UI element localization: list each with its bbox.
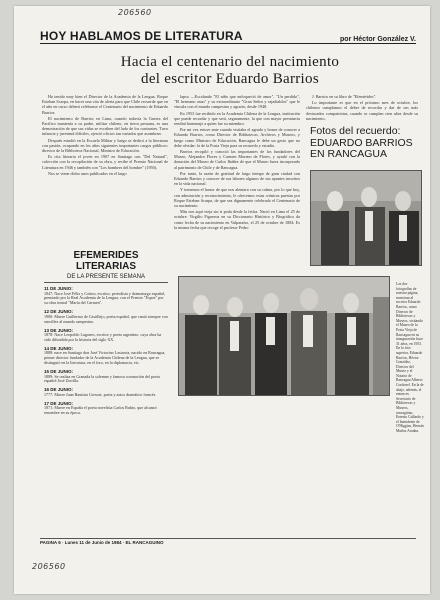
efemerides-list [44, 286, 168, 419]
byline: por Héctor González V. [340, 36, 416, 43]
list-item [44, 401, 168, 416]
photo-caption: Las dos fotografías de nuestra página, muestran al escritor Eduardo Barrios, como Director de Bibliotecas y Museos, visitando el Museo de la Posta Vieja de Rancagua en su inauguración hace 31 años, en 1953. En la foto superior, Eduardo Barrios, Héctor González, Director del Museo y el Notario de Rancagua Alberto Cordonel. En la de abajo, además, el entonces Secretario de Bibliotecas y Museos, rancagüino, Ernesto Gallardo y el Intendente de O'Higgins, Hernán Muñoz Aranha. [396, 282, 424, 433]
paragraph: Y tomemos el honor de que nos alentara con su calma, por lo que hoy, con admiración y reconocimiento, le ofrecemos estas crónicas puestas por Roque Esteban Scarpa, de que sea dignamente celebrado el Centenario de su nacimiento. [174, 187, 300, 209]
efemeride-date: 15 DE JUNIO: [44, 369, 74, 375]
article-column-left [42, 94, 168, 177]
efemerides-subtitle: DE LA PRESENTE SEMANA [44, 274, 168, 283]
efemeride-text: 1847: Nace José Félix y Cotino, escritor, periodista y dramaturgo español, premiado por la Real Academia de la Lengua, con el Premio "Espoz" por su obra teatral "María del Carmen". [44, 290, 166, 306]
list-item [44, 309, 168, 324]
efemeride-text: 1777: Muere Juan Bautista Grosset, poeta y autor dramático francés. [44, 391, 157, 397]
section-header [40, 28, 416, 44]
newspaper-clipping [14, 6, 430, 594]
paragraph: En 1953 fue recibido en la Academia Chilena de la Lengua, institución que puede recordar y que será, seguramente, la que con mayor prestancia rendirá homenaje a quien fue su miembro. [174, 110, 300, 127]
efemeride-text: 1878: Nace Leopoldo Lugones, escritor y poeta argentino, cuya obra ha sido difundida por la historia del siglo XX. [44, 332, 162, 342]
page-footer: PAGINA 6 · Lunes 11 de Junio de 1984 · EL RANCAGUINO [40, 538, 416, 545]
efemeride-date: 12 DE JUNIO: [44, 309, 74, 315]
paragraph: Por mi vez estuve ante cuando visitaba el agrado y honor de conocer a Eduardo Barrios, como Director de Bibliotecas, Archivos y Museos, y luego como Ministro de Educación, Rancagua le debe un gesto que no debe olvidar: la de la Posta Vieja para su recuerdo y estudio. [174, 127, 300, 148]
efemeride-date: 16 DE JUNIO: [44, 387, 74, 393]
efemeride-date: 11 DE JUNIO: [44, 286, 73, 291]
photo-top [310, 170, 422, 266]
paragraph: Es cita literaria el joven en 1907 en Santiago con "Del Natural", colección con la recopilación de su obra, y recibe el Premio Nacional de Literatura en 1946 y también con "Los hombres del hombre" (1950). [42, 154, 168, 170]
paragraph: Barrios recopiló y conoció las importantes de los fundadores del Museo, Alejandro Flores y Carmen Moreno de Flores, y ayudó con la donación del Museo de Carlos Ibáñez de que el Museo fuera incorporado al patrimonio de Chile y de Rancagua. [174, 149, 300, 170]
paragraph: Nos se viene dicho unos publicados en el largo [48, 170, 127, 176]
paragraph: lapso —Escalando "El niño que enloqueció de amor", "Un perdido", "El hermano asno" y su extraordinario "Gran Señor y rajadiablos" que le vincula con el mundo campesino y agrario, desde 1948. [174, 94, 300, 110]
efemerides-title [44, 250, 168, 272]
efemeride-text: 1871: Muere en España el poeta novelista Carlos Rubio, que alcanzó renombre en su época. [44, 405, 157, 416]
efemeride-text: 1889: Se realiza en Granada la solemne y famosa coronación del poeta español José Zorrilla. [44, 373, 160, 384]
headline [44, 54, 416, 88]
list-item [44, 328, 168, 343]
photo-top-image [311, 171, 422, 266]
efemeride-text: 1900: Muere Guillermo de Castillejo, poeta español, que cantó siempre con sencillez al mundo campesino. [44, 313, 168, 324]
headline-line-1: Hacia el centenario del nacimiento [120, 54, 340, 70]
paragraph: El nacimiento de Barrios en Lima, cuando todavía la Guerra del Pacífico mantenía a su padre, militar chileno, en tierra peruana, es una demostración de que sus vidas se escriben del lado de los contrastes. Tuvo infancia y juventud difíciles, ejerció oficios tan variados que asombran. [42, 115, 168, 137]
efemerides-title-line-2: LITERARIAS [76, 261, 136, 272]
section-title: HOY HABLAMOS DE LITERATURA [40, 29, 243, 43]
paragraph: Ha tenido muy bien el Director de la Academia de la Lengua, Roque Esteban Scarpa, en hacer una cita de alerta para que Chile recuerde que en el año en curso deberá celebrarse el Centenario del nacimiento de Eduardo Barrios. [42, 94, 168, 115]
headline-line-2: del escritor Eduardo Barrios [141, 71, 319, 87]
article-column-right [306, 94, 418, 122]
efemeride-date: 17 DE JUNIO: [44, 400, 74, 406]
article-column-middle [174, 94, 300, 231]
list-item [44, 346, 168, 366]
efemerides-title-line-1: EFEMERIDES [73, 250, 139, 261]
list-item [44, 387, 168, 397]
efemeride-date: 14 DE JUNIO: [44, 345, 74, 351]
photos-section-title: Fotos del recuerdo: EDUARDO BARRIOS EN RANCAGUA [310, 125, 413, 160]
handwritten-ref-top: 206560 [118, 8, 152, 17]
paragraph: J. Barrios en su libro de "Efemérides". [312, 94, 377, 99]
photo-bottom [178, 276, 390, 396]
paragraph: Después estudió en la Escuela Militar y luego se dedicó a la literatura con pasión, ocupando en los años siguientes importantes cargos públicos: director de la Biblioteca Nacional, Ministro de Educación. [42, 137, 168, 154]
efemeride-date: 13 DE JUNIO: [44, 327, 74, 333]
paragraph: Más nos aquí vieja sin ir poda desde la fecha. Nació en Lima el 25 de octubre. Virgilio Figueroa en su Diccionario Histórico y Biográfico da como fecha de su nacimiento en Valparaíso, el 25 de octubre de 1884. Es la misma fecha que recoge el profesor Pedro [174, 209, 300, 230]
handwritten-ref-bottom: 206560 [32, 562, 66, 571]
paragraph: Por tanto, la razón de gratitud de largo tiempo de gran ciudad con Eduardo Barrios y conocer de sus labores algunos de sus apuntes inscritos en la vida nacional. [174, 170, 300, 187]
list-item [44, 369, 168, 384]
photo-bottom-image [179, 277, 390, 396]
paragraph: Lo importante es que en el próximo mes de octubre, los chilenos cumplamos el deber de recordar y dar de sus más destacados compatriotas, cuando se cumplan cien años desde su nacimiento. [306, 100, 418, 121]
efemeride-text: 1888: nace en Santiago don José Victorino Lastarria, nacido en Rancagua, primer director fundador de la Academia Chilena de la Lengua, que se distinguió en la literatura, en el foro, en la diplomacia, etc. [44, 350, 166, 366]
list-item [44, 286, 168, 306]
